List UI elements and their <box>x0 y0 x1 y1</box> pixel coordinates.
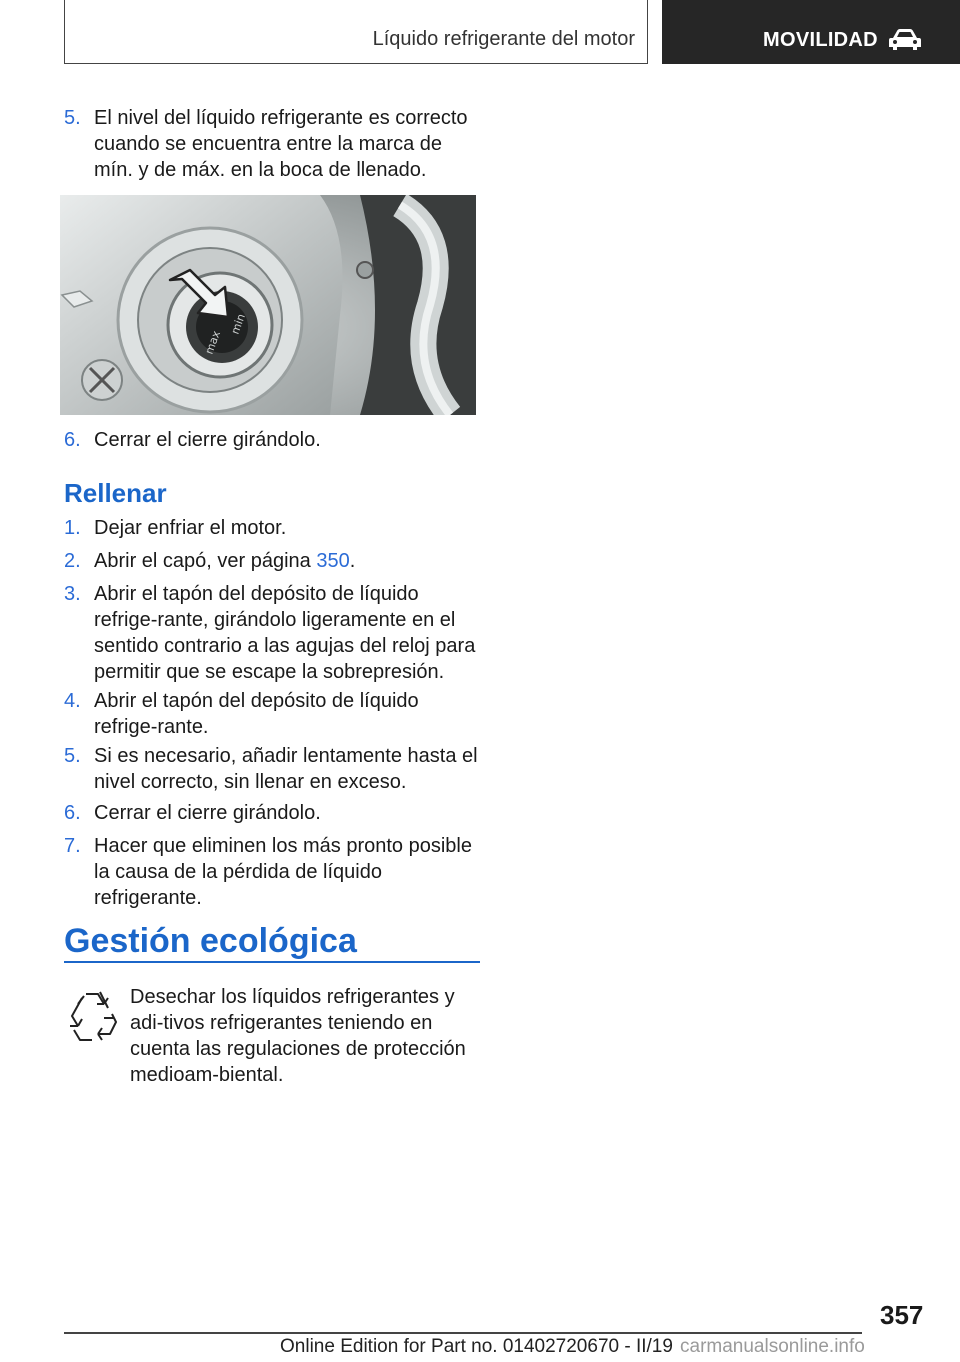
recycle-icon <box>64 984 120 1064</box>
step-text: Dejar enfriar el motor. <box>94 517 287 539</box>
engine-bay-illustration <box>60 195 476 415</box>
car-icon <box>888 28 922 52</box>
section-heading-gestion-ecologica: Gestión ecológica <box>64 922 357 960</box>
step-text: Cerrar el cierre girándolo. <box>94 429 321 451</box>
step-text-part: . <box>349 550 356 572</box>
step-number: 6. <box>64 802 81 824</box>
step-number: 2. <box>64 550 81 572</box>
step-number: 7. <box>64 835 81 857</box>
page-number: 357 <box>880 1300 924 1330</box>
list-item <box>64 548 484 574</box>
list-item <box>64 688 484 740</box>
step-text: Si es necesario, añadir lentamente hasta el nivel correcto, sin llenar en exceso. <box>94 745 478 793</box>
step-text <box>94 548 484 574</box>
footer-edition: Online Edition for Part no. 01402720670 - II/19 <box>280 1336 673 1357</box>
step-text: Hacer que eliminen los más pronto posible la causa de la pérdida de líquido refrigerante. <box>94 835 472 909</box>
list-item <box>64 743 484 795</box>
header-chapter-tab[interactable] <box>662 0 960 64</box>
step-text: El nivel del líquido refrigerante es correcto cuando se encuentra entre la marca de mín. y de máx. en la boca de llenado. <box>94 107 468 181</box>
step-number: 6. <box>64 429 81 451</box>
step-number: 5. <box>64 745 81 767</box>
list-item <box>64 105 484 183</box>
step-text: Cerrar el cierre girándolo. <box>94 802 321 824</box>
max-mark: max <box>202 329 224 357</box>
list-item <box>64 833 484 911</box>
heading-divider <box>64 961 480 963</box>
step-number: 3. <box>64 583 81 605</box>
step-number: 4. <box>64 690 81 712</box>
header-section-title: Líquido refrigerante del motor <box>372 28 635 50</box>
header-section-box <box>64 0 648 64</box>
min-mark: min <box>228 312 248 337</box>
chapter-tab-label: MOVILIDAD <box>763 29 878 51</box>
step-number: 5. <box>64 107 81 129</box>
footer-divider <box>64 1332 862 1334</box>
page-link[interactable]: 350 <box>316 550 350 572</box>
eco-paragraph <box>64 984 484 1088</box>
eco-text: Desechar los líquidos refrigerantes y adi‐tivos refrigerantes teniendo en cuenta las regulaciones de protección medioam‐biental. <box>130 986 466 1086</box>
coolant-filler-photo <box>60 195 476 415</box>
list-item <box>64 800 484 826</box>
list-item <box>64 427 484 453</box>
watermark: carmanualsonline.info <box>680 1336 865 1357</box>
section-heading-rellenar: Rellenar <box>64 478 167 508</box>
list-item <box>64 581 484 685</box>
step-text: Abrir el tapón del depósito de líquido refrige‐rante, girándolo ligeramente en el sentido contrario a las agujas del reloj para permitir que se escape la sobrepresión. <box>94 583 476 683</box>
step-number: 1. <box>64 517 81 539</box>
step-text-part: Abrir el capó, ver página <box>94 550 317 572</box>
step-text: Abrir el tapón del depósito de líquido refrige‐rante. <box>94 690 419 738</box>
list-item <box>64 515 484 541</box>
